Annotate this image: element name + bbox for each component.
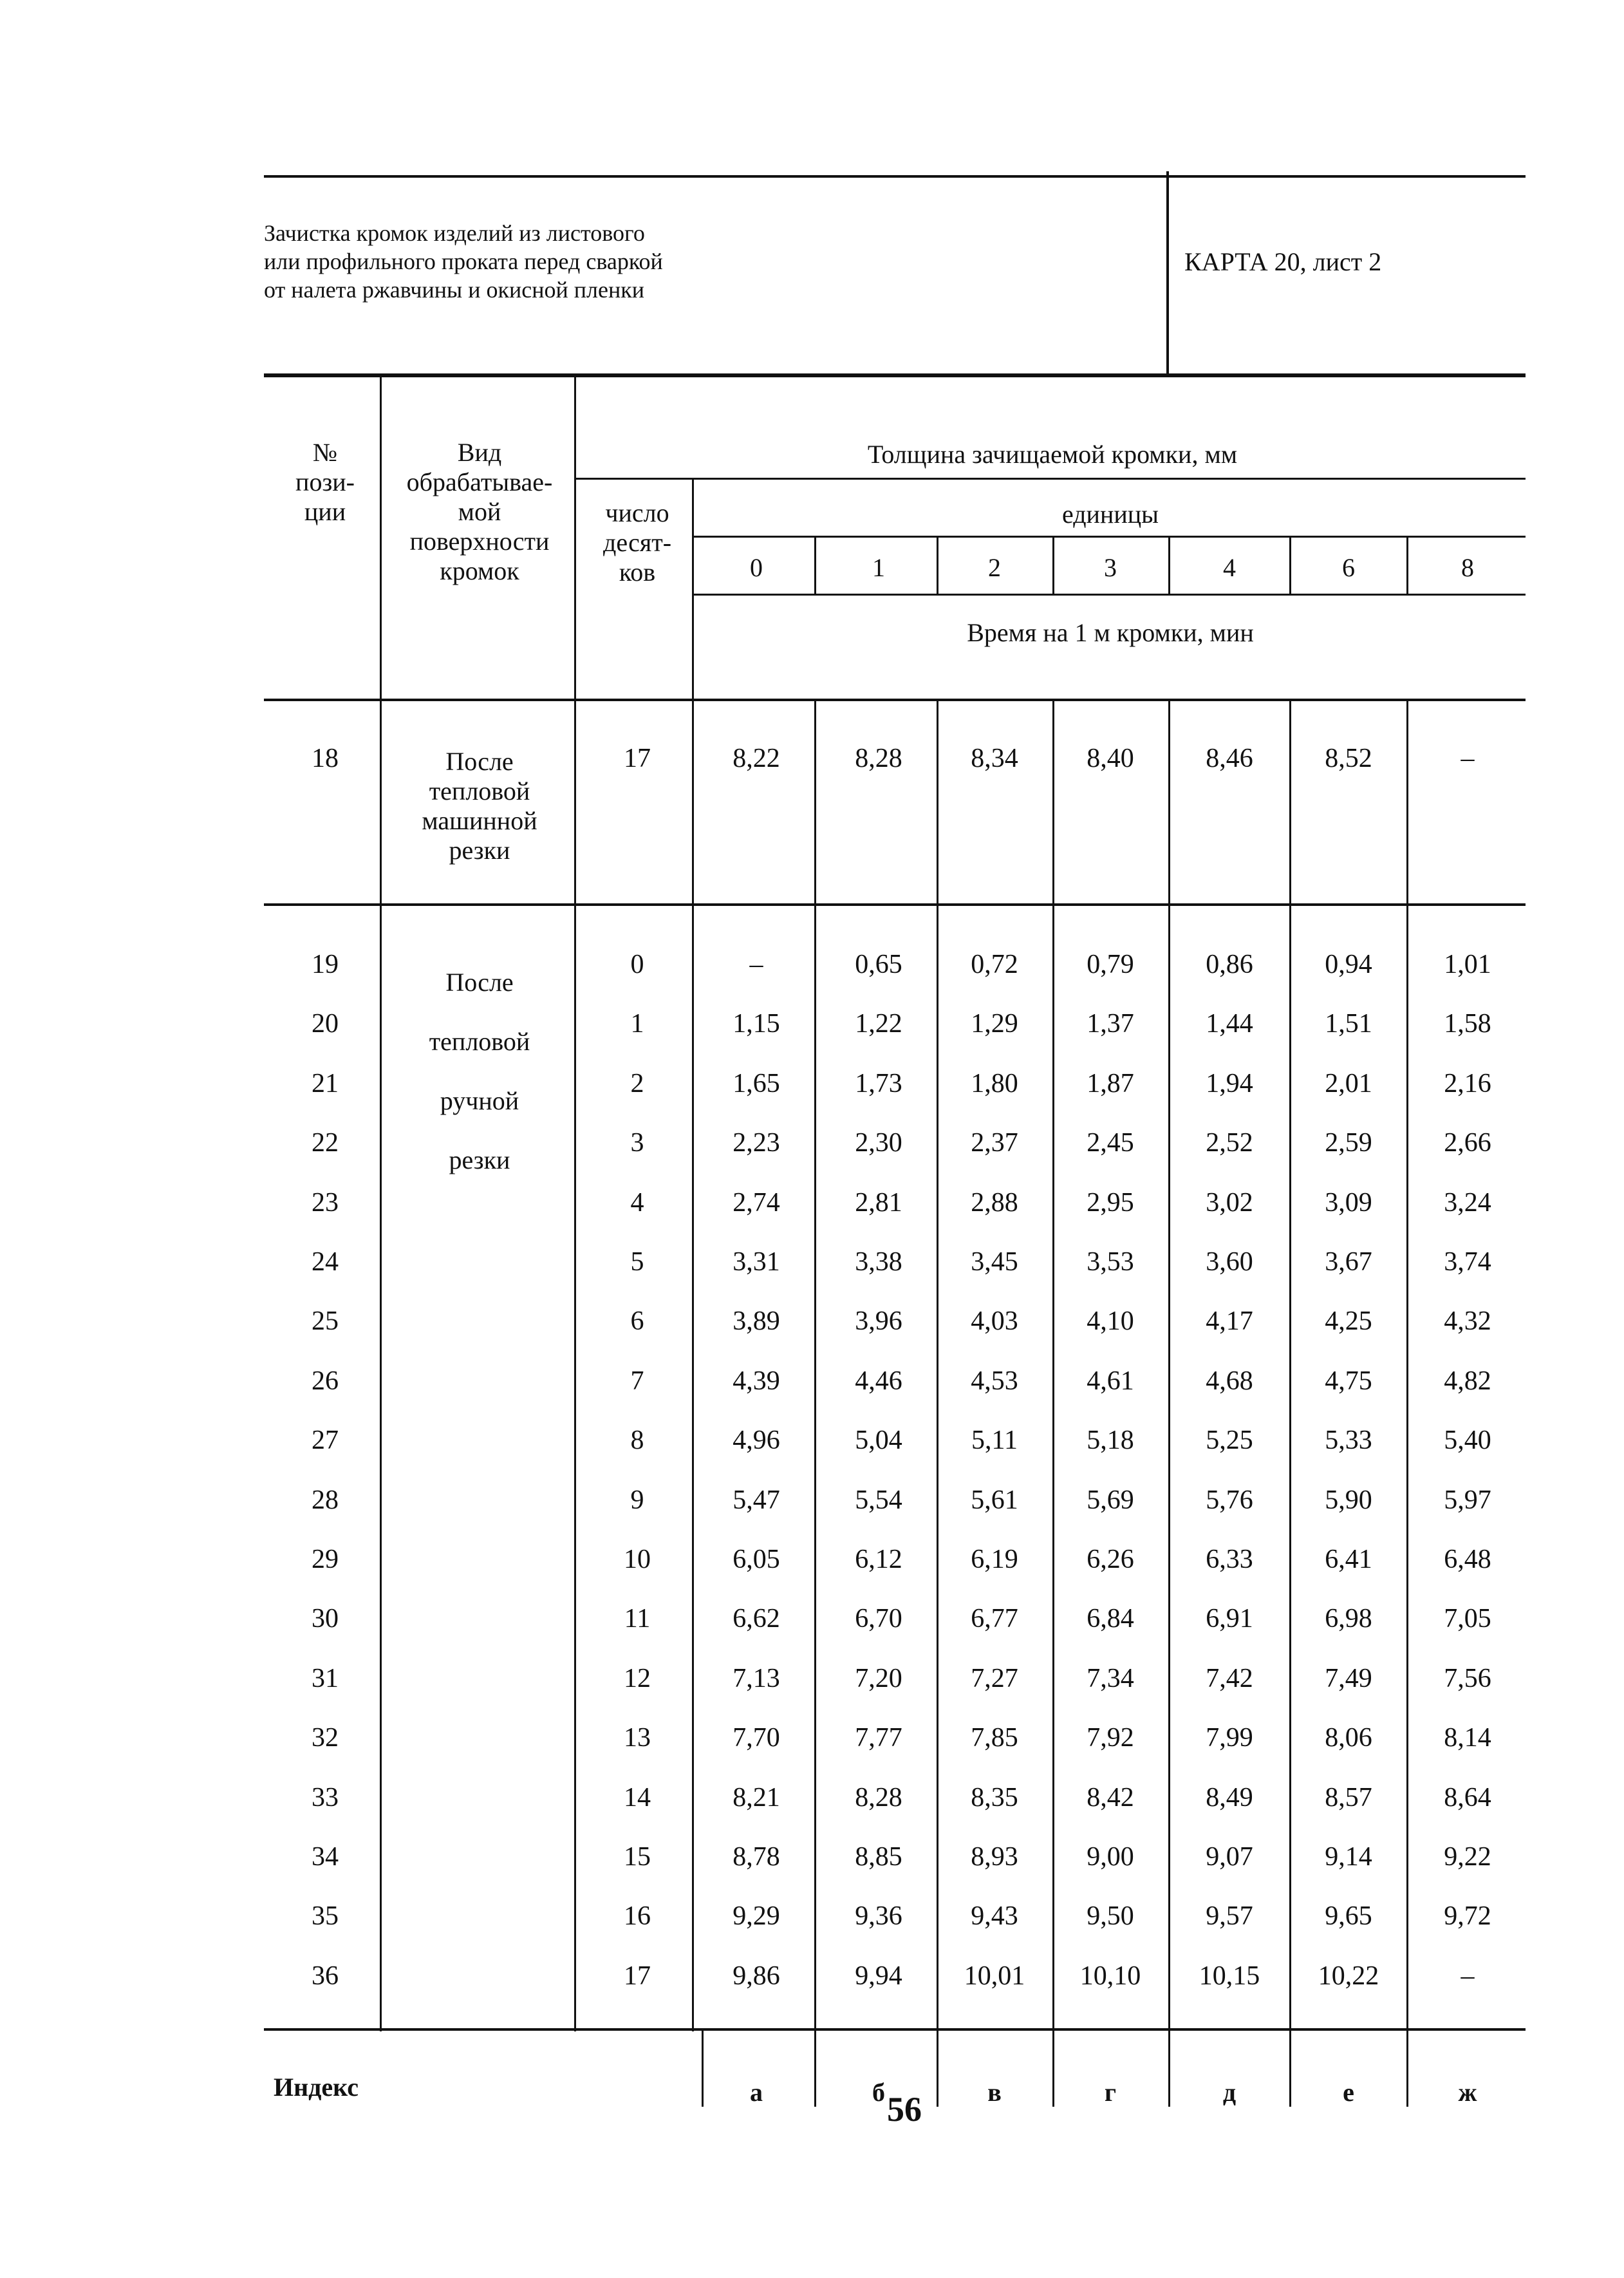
time-value-cell: 7,92 (1087, 1723, 1134, 1753)
index-column-divider (1168, 2031, 1170, 2107)
time-value-cell: 9,72 (1444, 1901, 1491, 1932)
time-value-cell: 4,25 (1325, 1306, 1372, 1337)
unit-value-header: 4 (1223, 553, 1236, 582)
time-value-cell: 1,51 (1325, 1009, 1372, 1039)
tens-cell: 6 (630, 1306, 644, 1337)
time-value-cell: 4,10 (1087, 1306, 1134, 1337)
position-cell: 34 (312, 1842, 339, 1872)
index-letter: ж (1458, 2078, 1477, 2107)
unit-value-header: 6 (1342, 553, 1355, 582)
time-value-cell: 6,05 (733, 1545, 780, 1574)
time-value-cell: 1,22 (855, 1009, 902, 1039)
time-value-cell: 8,22 (733, 744, 780, 773)
time-value-cell: 1,87 (1087, 1068, 1134, 1098)
time-value-cell: 1,58 (1444, 1009, 1491, 1039)
time-value-cell: 3,02 (1206, 1187, 1253, 1218)
tens-cell: 15 (624, 1842, 651, 1872)
index-letter: б (872, 2078, 885, 2107)
time-value-cell: 1,29 (971, 1009, 1018, 1039)
index-column-divider (702, 2031, 704, 2107)
index-column-divider (1289, 2031, 1291, 2107)
tens-cell: 13 (624, 1723, 651, 1753)
time-value-cell: 8,46 (1206, 744, 1253, 773)
time-value-cell: 5,90 (1325, 1485, 1372, 1515)
position-cell: 21 (312, 1068, 339, 1098)
time-value-cell: 7,34 (1087, 1663, 1134, 1693)
time-value-cell: 8,78 (733, 1842, 780, 1872)
unit-column-divider (1289, 536, 1291, 596)
time-value-cell: 2,45 (1087, 1128, 1134, 1158)
time-value-cell: 1,73 (855, 1068, 902, 1098)
time-value-cell: 9,29 (733, 1901, 780, 1932)
index-letter: д (1222, 2078, 1237, 2107)
time-value-cell: 4,32 (1444, 1306, 1491, 1337)
thickness-rule (574, 478, 1526, 480)
time-value-cell: 8,28 (855, 744, 902, 773)
time-value-cell: 4,03 (971, 1306, 1018, 1337)
time-value-cell: 5,04 (855, 1426, 902, 1456)
tens-cell: 14 (624, 1782, 651, 1812)
time-value-cell: 9,14 (1325, 1842, 1372, 1872)
time-value-cell: 3,53 (1087, 1247, 1134, 1277)
time-value-cell: 2,59 (1325, 1128, 1372, 1158)
tens-cell: 1 (630, 1009, 644, 1039)
tens-cell: 17 (624, 744, 651, 773)
value-column-divider (937, 700, 938, 2030)
time-value-cell: 10,15 (1199, 1961, 1260, 1991)
unit-value-header: 2 (988, 553, 1001, 582)
position-cell: 29 (312, 1545, 339, 1574)
header-divider (1166, 171, 1169, 376)
time-value-cell: 8,21 (733, 1782, 780, 1812)
time-value-cell: 3,89 (733, 1306, 780, 1337)
index-letter: а (750, 2078, 763, 2107)
time-value-cell: 5,47 (733, 1485, 780, 1515)
time-value-cell: 1,65 (733, 1068, 780, 1098)
time-value-cell: 1,44 (1206, 1009, 1253, 1039)
time-value-cell: 7,56 (1444, 1663, 1491, 1693)
time-value-cell: 3,45 (971, 1247, 1018, 1277)
time-value-cell: 2,95 (1087, 1187, 1134, 1218)
time-value-cell: 9,43 (971, 1901, 1018, 1932)
value-column-divider (1168, 700, 1170, 2030)
time-value-cell: 7,13 (733, 1663, 780, 1693)
time-value-cell: 8,28 (855, 1782, 902, 1812)
time-value-cell: 0,65 (855, 950, 902, 979)
time-value-cell: 3,24 (1444, 1187, 1491, 1218)
time-value-cell: 6,98 (1325, 1604, 1372, 1634)
time-value-cell: 5,18 (1087, 1426, 1134, 1456)
time-value-cell: 2,74 (733, 1187, 780, 1218)
position-cell: 28 (312, 1485, 339, 1515)
tens-cell: 3 (630, 1128, 644, 1158)
position-cell: 22 (312, 1128, 339, 1158)
unit-value-header: 3 (1104, 553, 1117, 582)
position-cell: 25 (312, 1306, 339, 1337)
time-value-cell: 1,80 (971, 1068, 1018, 1098)
unit-column-divider (1052, 536, 1054, 596)
time-value-cell: 7,99 (1206, 1723, 1253, 1753)
time-value-cell: 1,15 (733, 1009, 780, 1039)
time-value-cell: 5,69 (1087, 1485, 1134, 1515)
card-title-line: или профильного проката перед сваркой (264, 249, 663, 274)
position-cell: 32 (312, 1723, 339, 1753)
time-value-cell: 4,75 (1325, 1366, 1372, 1396)
time-value-cell: 5,40 (1444, 1426, 1491, 1456)
tens-cell: 10 (624, 1545, 651, 1574)
time-value-cell: 8,40 (1087, 744, 1134, 773)
time-value-cell: 3,38 (855, 1247, 902, 1277)
tens-cell: 0 (630, 950, 644, 979)
tens-cell: 2 (630, 1068, 644, 1098)
table-header-bottom-rule (264, 699, 1526, 701)
page-number: 56 (887, 2090, 922, 2129)
col-header-position: № пози- ции (295, 438, 355, 526)
time-value-cell: 10,10 (1079, 1961, 1141, 1991)
col-header-time: Время на 1 м кромки, мин (967, 618, 1254, 647)
card-number: КАРТА 20, лист 2 (1184, 247, 1382, 276)
time-value-cell: 8,49 (1206, 1782, 1253, 1812)
tens-cell: 12 (624, 1663, 651, 1693)
col-header-surface-type: Вид обрабатывае- мой поверхности кромок (406, 438, 553, 585)
time-value-cell: 3,96 (855, 1306, 902, 1337)
index-column-divider (1406, 2031, 1408, 2107)
value-column-divider (814, 700, 816, 2030)
position-cell: 27 (312, 1426, 339, 1456)
time-value-cell: 4,17 (1206, 1306, 1253, 1337)
unit-column-divider (814, 536, 816, 596)
time-value-cell: 8,64 (1444, 1782, 1491, 1812)
group-separator-rule (264, 903, 1526, 906)
time-value-cell: 6,91 (1206, 1604, 1253, 1634)
unit-value-header: 1 (872, 553, 885, 582)
time-value-cell: 6,12 (855, 1545, 902, 1574)
units-rule (692, 536, 1526, 538)
time-value-cell: 6,62 (733, 1604, 780, 1634)
time-value-cell: 5,61 (971, 1485, 1018, 1515)
time-value-cell: 5,25 (1206, 1426, 1253, 1456)
time-value-cell: – (1461, 744, 1475, 773)
col-divider-position (380, 375, 382, 2031)
time-value-cell: 8,57 (1325, 1782, 1372, 1812)
time-value-cell: 6,19 (971, 1545, 1018, 1574)
time-value-cell: 9,57 (1206, 1901, 1253, 1932)
unit-value-header: 0 (750, 553, 763, 582)
time-value-cell: 7,70 (733, 1723, 780, 1753)
time-value-cell: 7,42 (1206, 1663, 1253, 1693)
time-value-cell: 2,81 (855, 1187, 902, 1218)
time-value-cell: 4,39 (733, 1366, 780, 1396)
index-letter: е (1343, 2078, 1354, 2107)
time-value-cell: 0,94 (1325, 950, 1372, 979)
time-value-cell: 8,34 (971, 744, 1018, 773)
time-value-cell: 0,72 (971, 950, 1018, 979)
time-value-cell: 2,23 (733, 1128, 780, 1158)
time-value-cell: 7,49 (1325, 1663, 1372, 1693)
time-value-cell: 2,37 (971, 1128, 1018, 1158)
unit-column-divider (1168, 536, 1170, 596)
time-value-cell: 8,14 (1444, 1723, 1491, 1753)
col-divider-type (574, 375, 576, 2031)
position-cell: 35 (312, 1901, 339, 1932)
time-value-cell: 6,33 (1206, 1545, 1253, 1574)
time-value-cell: 4,61 (1087, 1366, 1134, 1396)
time-value-cell: 4,82 (1444, 1366, 1491, 1396)
col-header-tens: число десят- ков (602, 498, 672, 587)
time-value-cell: 6,26 (1087, 1545, 1134, 1574)
time-value-cell: 8,52 (1325, 744, 1372, 773)
group2-description: После тепловой ручной резки (429, 968, 530, 1174)
time-value-cell: 4,53 (971, 1366, 1018, 1396)
time-value-cell: 7,77 (855, 1723, 902, 1753)
position-cell: 24 (312, 1247, 339, 1277)
time-value-cell: 5,11 (971, 1426, 1018, 1456)
card-title-line: Зачистка кромок изделий из листового (264, 220, 645, 246)
tens-cell: 8 (630, 1426, 644, 1456)
col-header-thickness: Толщина зачищаемой кромки, мм (867, 440, 1238, 469)
tens-cell: 17 (624, 1961, 651, 1991)
time-value-cell: 9,36 (855, 1901, 902, 1932)
tens-cell: 7 (630, 1366, 644, 1396)
position-cell: 26 (312, 1366, 339, 1396)
time-value-cell: 5,97 (1444, 1485, 1491, 1515)
time-value-cell: 3,74 (1444, 1247, 1491, 1277)
position-cell: 33 (312, 1782, 339, 1812)
time-value-cell: 7,20 (855, 1663, 902, 1693)
unit-column-divider (1406, 536, 1408, 596)
time-value-cell: 4,46 (855, 1366, 902, 1396)
tens-cell: 9 (630, 1485, 644, 1515)
col-header-units: единицы (1061, 500, 1159, 529)
time-value-cell: 8,35 (971, 1782, 1018, 1812)
time-value-cell: 6,84 (1087, 1604, 1134, 1634)
time-value-cell: 9,50 (1087, 1901, 1134, 1932)
time-value-cell: 4,68 (1206, 1366, 1253, 1396)
position-cell: 30 (312, 1604, 339, 1634)
index-column-divider (937, 2031, 938, 2107)
unit-column-divider (937, 536, 938, 596)
time-value-cell: 4,96 (733, 1426, 780, 1456)
time-value-cell: 2,01 (1325, 1068, 1372, 1098)
time-value-cell: 6,77 (971, 1604, 1018, 1634)
value-column-divider (1052, 700, 1054, 2030)
time-value-cell: 5,76 (1206, 1485, 1253, 1515)
time-value-cell: 6,41 (1325, 1545, 1372, 1574)
table-bottom-rule (264, 2028, 1526, 2031)
index-letter: г (1104, 2078, 1117, 2107)
value-column-divider (1289, 700, 1291, 2030)
time-value-cell: 6,48 (1444, 1545, 1491, 1574)
value-column-divider (1406, 700, 1408, 2030)
time-value-cell: 5,54 (855, 1485, 902, 1515)
time-value-cell: 3,31 (733, 1247, 780, 1277)
time-value-cell: – (749, 950, 763, 979)
time-value-cell: 9,65 (1325, 1901, 1372, 1932)
time-value-cell: 1,37 (1087, 1009, 1134, 1039)
header-top-rule (264, 175, 1526, 178)
tens-cell: 11 (624, 1604, 651, 1634)
col-divider-tens (692, 478, 694, 2031)
position-cell: 36 (312, 1961, 339, 1991)
time-value-cell: 8,85 (855, 1842, 902, 1872)
time-value-cell: 2,66 (1444, 1128, 1491, 1158)
tens-cell: 5 (630, 1247, 644, 1277)
time-value-cell: 2,30 (855, 1128, 902, 1158)
time-value-cell: 7,05 (1444, 1604, 1491, 1634)
time-value-cell: 2,52 (1206, 1128, 1253, 1158)
position-cell: 31 (312, 1663, 339, 1693)
group1-description: После тепловой машинной резки (422, 747, 537, 865)
time-value-cell: 9,07 (1206, 1842, 1253, 1872)
time-value-cell: 3,60 (1206, 1247, 1253, 1277)
index-column-divider (814, 2031, 816, 2107)
table-header-top-rule (264, 373, 1526, 376)
time-value-cell: 9,94 (855, 1961, 902, 1991)
time-value-cell: 9,86 (733, 1961, 780, 1991)
position-cell: 23 (312, 1187, 339, 1218)
time-value-cell: 8,06 (1325, 1723, 1372, 1753)
card-title-line: от налета ржавчины и окисной пленки (264, 277, 644, 303)
time-value-cell: 9,22 (1444, 1842, 1491, 1872)
index-letter: в (987, 2078, 1002, 2107)
card-title (264, 219, 1133, 304)
time-value-cell: 1,01 (1444, 950, 1491, 979)
position-cell: 19 (312, 950, 339, 979)
time-value-cell: 8,42 (1087, 1782, 1134, 1812)
position-cell: 18 (312, 744, 339, 773)
time-value-cell: 2,16 (1444, 1068, 1491, 1098)
time-value-cell: 10,01 (964, 1961, 1025, 1991)
time-value-cell: 8,93 (971, 1842, 1018, 1872)
tens-cell: 4 (630, 1187, 644, 1218)
time-value-cell: 7,85 (971, 1723, 1018, 1753)
unit-value-header: 8 (1461, 553, 1474, 582)
time-value-cell: 3,09 (1325, 1187, 1372, 1218)
tens-cell: 16 (624, 1901, 651, 1932)
time-value-cell: – (1461, 1961, 1475, 1991)
unit-values-rule (692, 594, 1526, 596)
time-value-cell: 0,79 (1087, 950, 1134, 979)
time-value-cell: 1,94 (1206, 1068, 1253, 1098)
position-cell: 20 (312, 1009, 339, 1039)
time-value-cell: 2,88 (971, 1187, 1018, 1218)
time-value-cell: 3,67 (1325, 1247, 1372, 1277)
time-value-cell: 10,22 (1318, 1961, 1379, 1991)
index-column-divider (1052, 2031, 1054, 2107)
time-value-cell: 9,00 (1087, 1842, 1134, 1872)
index-label: Индекс (274, 2073, 359, 2102)
time-value-cell: 0,86 (1206, 950, 1253, 979)
time-value-cell: 7,27 (971, 1663, 1018, 1693)
time-value-cell: 6,70 (855, 1604, 902, 1634)
time-value-cell: 5,33 (1325, 1426, 1372, 1456)
